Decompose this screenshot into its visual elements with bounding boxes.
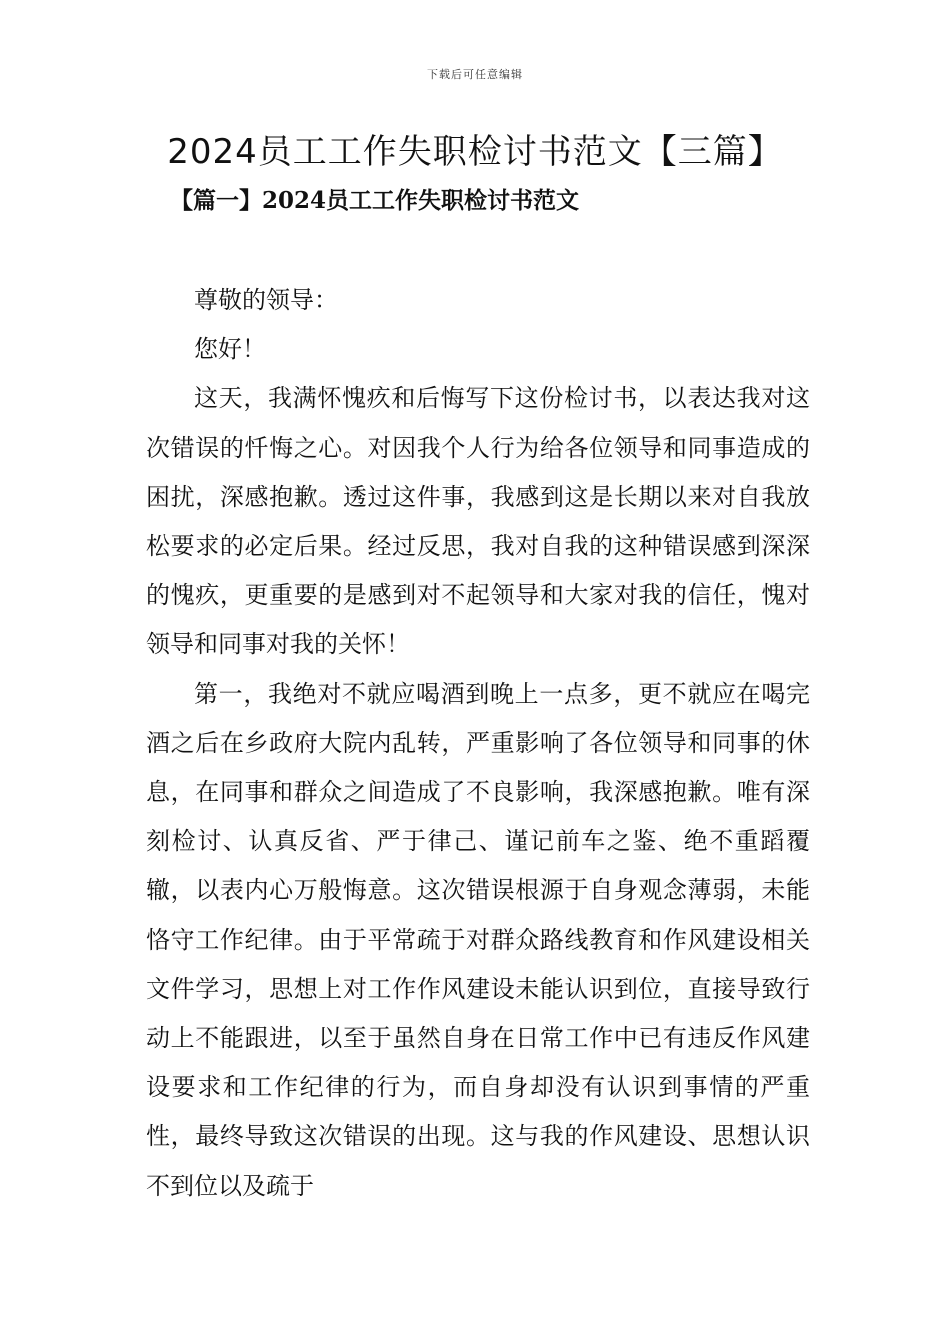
body-paragraph-1: 这天，我满怀愧疚和后悔写下这份检讨书，以表达我对这次错误的忏悔之心。对因我个人行为给各位领导和同事造成的困扰，深感抱歉。透过这件事，我感到这是长期以来对自我放松要求的必定后果。经过反思，我对自我的这种错误感到深深的愧疚，更重要的是感到对不起领导和大家对我的信任，愧对领导和同事对我的关怀！: [146, 384, 810, 659]
body-paragraph-2: 第一，我绝对不就应喝酒到晚上一点多，更不就应在喝完酒之后在乡政府大院内乱转，严重影响了各位领导和同事的休息，在同事和群众之间造成了不良影响，我深感抱歉。唯有深刻检讨、认真反省、严于律己、谨记前车之鉴、绝不重蹈覆辙，以表内心万般悔意。这次错误根源于自身观念薄弱，未能恪守工作纪律。由于平常疏于对群众路线教育和作风建设相关文件学习，思想上对工作作风建设未能认识到位，直接导致行动上不能跟进，以至于虽然自身在日常工作中已有违反作风建设要求和工作纪律的行为，而自身却没有认识到事情的严重性，最终导致这次错误的出现。这与我的作风建设、思想认识不到位以及疏于: [146, 679, 810, 1200]
document-title: 2024员工工作失职检讨书范文【三篇】: [167, 132, 783, 172]
section-heading: 【篇一】2024员工工作失职检讨书范文: [170, 187, 580, 214]
greeting: 您好！: [194, 335, 266, 364]
salutation: 尊敬的领导：: [194, 286, 338, 314]
header-note: 下载后可任意编辑: [427, 68, 523, 81]
letter-body: [146, 276, 810, 1211]
